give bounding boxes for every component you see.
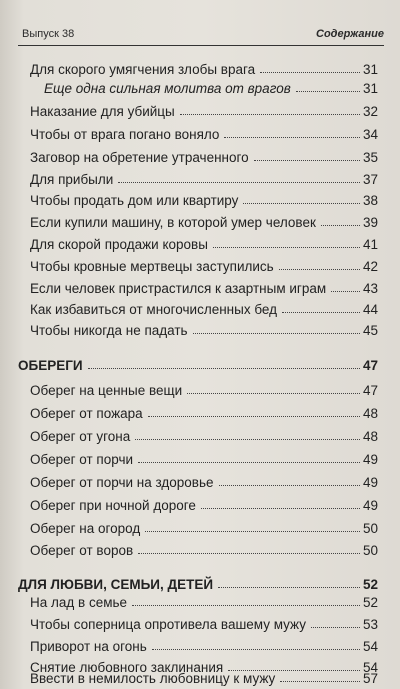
toc-entry: [30, 634, 378, 654]
toc-entry-label: Для прибыли: [30, 172, 114, 187]
toc-entry: [30, 167, 378, 187]
toc-entry: [30, 666, 378, 686]
dot-leader: [331, 291, 360, 292]
toc-entry: [30, 122, 378, 142]
toc-entry: [30, 232, 378, 252]
dot-leader: [280, 681, 360, 682]
toc-section-page: 52: [362, 577, 378, 592]
toc-entry-label: Снятие любовного заклинания: [30, 660, 224, 675]
dot-leader: [219, 485, 360, 486]
toc-entry: [30, 378, 378, 398]
toc-entry-page: 50: [362, 543, 378, 558]
dot-leader: [260, 72, 360, 73]
toc-entry-label: Чтобы продать дом или квартиру: [30, 193, 239, 208]
toc-entry: [30, 145, 378, 165]
toc-entry-label: Ввести в немилость любовницу к мужу: [30, 671, 276, 686]
dot-leader: [138, 462, 360, 463]
toc-entry: [30, 401, 378, 421]
dot-leader: [311, 627, 360, 628]
toc-entry-label: Чтобы от врага погано воняло: [30, 127, 220, 142]
toc-entry-page: 44: [362, 302, 378, 317]
toc-entry-label: Для скорой продажи коровы: [30, 237, 208, 252]
toc-entry: [30, 493, 378, 513]
toc-entry-label: Оберег при ночной дороге: [30, 498, 196, 513]
toc-entry-page: 43: [362, 281, 378, 296]
toc-entry-page: 31: [362, 62, 378, 77]
toc-section: [18, 353, 378, 373]
toc-section: [18, 572, 378, 592]
toc-entry-label: Чтобы никогда не падать: [30, 323, 188, 338]
dot-leader: [148, 416, 360, 417]
toc-entry-page: 49: [362, 452, 378, 467]
toc-entry-page: 45: [362, 323, 378, 338]
toc-entry-label: Чтобы соперница опротивела вашему мужу: [30, 617, 306, 632]
dot-leader: [296, 91, 360, 92]
toc-entry: [30, 210, 378, 230]
issue-number: Выпуск 38: [22, 28, 75, 40]
dot-leader: [132, 605, 360, 606]
toc-entry: [30, 57, 378, 77]
toc-entry: [30, 99, 378, 119]
toc-entry-page: 53: [362, 617, 378, 632]
toc-entry: [44, 76, 378, 96]
dot-leader: [201, 508, 360, 509]
toc-entry-label: Для скорого умягчения злобы врага: [30, 62, 256, 77]
toc-entry-page: 41: [362, 237, 378, 252]
toc-entry-page: 49: [362, 498, 378, 513]
toc-section-page: 47: [362, 358, 378, 373]
toc-entry: [30, 188, 378, 208]
running-header: [18, 28, 384, 46]
dot-leader: [218, 587, 360, 588]
toc-section-label: ОБЕРЕГИ: [18, 358, 83, 373]
dot-leader: [135, 439, 360, 440]
dot-leader: [152, 649, 360, 650]
dot-leader: [279, 269, 360, 270]
dot-leader: [187, 393, 360, 394]
dot-leader: [145, 531, 360, 532]
toc-entry-page: 49: [362, 475, 378, 490]
toc-entry: [30, 538, 378, 558]
dot-leader: [88, 368, 360, 369]
toc-entry-page: 37: [362, 172, 378, 187]
toc-entry: [30, 276, 378, 296]
toc-entry-label: Оберег от пожара: [30, 406, 143, 421]
toc-entry-page: 35: [362, 150, 378, 165]
toc-entry-label: Если купили машину, в которой умер человек: [30, 215, 316, 230]
toc-section-label: ДЛЯ ЛЮБВИ, СЕМЬИ, ДЕТЕЙ: [18, 577, 214, 592]
toc-entry-page: 39: [362, 215, 378, 230]
toc-entry: [30, 447, 378, 467]
toc-entry-page: 34: [362, 127, 378, 142]
toc-entry-page: 47: [362, 383, 378, 398]
header-title: Содержание: [316, 28, 384, 40]
toc-entry-page: 38: [362, 193, 378, 208]
header-rule: [18, 45, 384, 46]
toc-entry-page: 32: [362, 104, 378, 119]
toc-entry: [30, 297, 378, 317]
toc-entry: [30, 590, 378, 610]
toc-entry-label: Оберег от угона: [30, 429, 131, 444]
toc-entry: [30, 612, 378, 632]
dot-leader: [321, 225, 360, 226]
toc-entry-page: 48: [362, 406, 378, 421]
toc-entry-label: Еще одна сильная молитва от врагов: [44, 81, 291, 96]
toc-entry-page: 57: [362, 671, 378, 686]
toc-entry-page: 50: [362, 521, 378, 536]
dot-leader: [118, 182, 360, 183]
toc-entry-label: Наказание для убийцы: [30, 104, 175, 119]
toc-entry: [30, 470, 378, 490]
toc-entry: [30, 254, 378, 274]
toc-entry-label: Приворот на огонь: [30, 639, 147, 654]
toc-entry-label: Оберег от порчи на здоровье: [30, 475, 214, 490]
toc-entry-label: Оберег на ценные вещи: [30, 383, 183, 398]
toc-entry-page: 42: [362, 259, 378, 274]
dot-leader: [213, 247, 360, 248]
dot-leader: [282, 312, 360, 313]
toc-entry-label: Оберег от порчи: [30, 452, 134, 467]
toc-entry-page: 31: [362, 81, 378, 96]
toc-entry-label: Оберег от воров: [30, 543, 134, 558]
toc-entry-page: 54: [362, 639, 378, 654]
toc-entry-label: Если человек пристрастился к азартным играм: [30, 281, 327, 296]
toc-entry: [30, 318, 378, 338]
toc-entry-label: Как избавиться от многочисленных бед: [30, 302, 278, 317]
dot-leader: [243, 203, 360, 204]
toc-entry-page: 54: [362, 660, 378, 675]
dot-leader: [138, 553, 360, 554]
dot-leader: [193, 333, 360, 334]
toc-entry-label: На лад в семье: [30, 595, 128, 610]
toc-entry-label: Чтобы кровные мертвецы заступились: [30, 259, 274, 274]
dot-leader: [224, 137, 360, 138]
toc-entry-label: Оберег на огород: [30, 521, 141, 536]
toc-entry: [30, 424, 378, 444]
dot-leader: [180, 114, 360, 115]
toc-entry: [30, 516, 378, 536]
dot-leader: [254, 160, 360, 161]
toc-entry-page: 52: [362, 595, 378, 610]
toc-entry-page: 48: [362, 429, 378, 444]
toc-entry-label: Заговор на обретение утраченного: [30, 150, 249, 165]
